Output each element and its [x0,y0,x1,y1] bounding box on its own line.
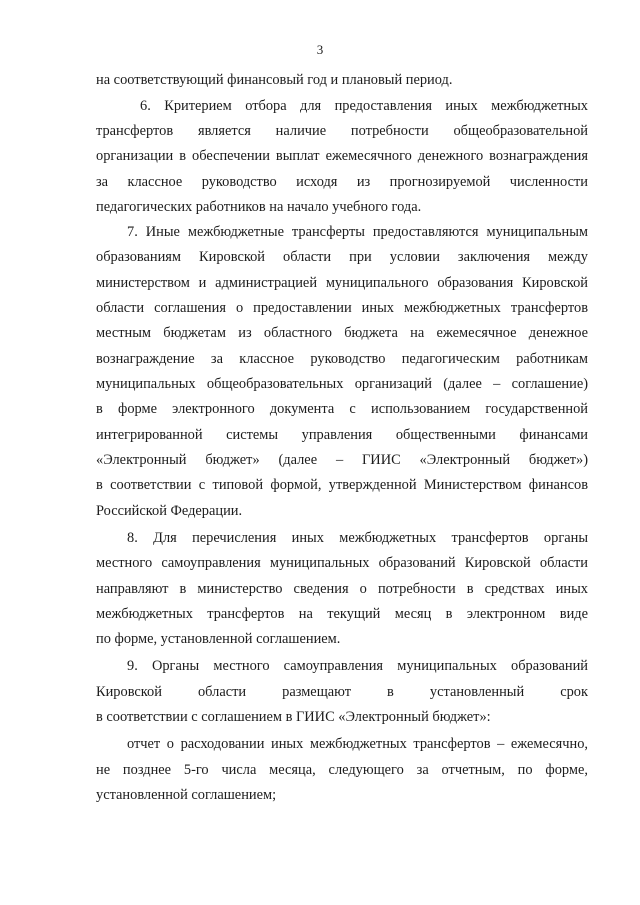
text-line: 8. Для перечисления иных межбюджетных трансфертов органы [127,530,588,546]
text-line: в форме электронного документа с использованием государственной [96,401,588,417]
text-line: не позднее 5-го числа месяца, следующего за отчетным, по форме, [96,762,588,778]
text-line: «Электронный бюджет» (далее – ГИИС «Электронный бюджет») [96,452,588,468]
text-line: педагогических работников на начало учебного года. [96,199,422,215]
text-line: в соответствии с типовой формой, утвержденной Министерством финансов [96,477,588,493]
text-line: 6. Критерием отбора для предоставления иных межбюджетных [140,98,588,114]
text-line: Кировской области размещают в установленный срок [96,684,588,700]
text-line: Российской Федерации. [96,503,243,519]
text-line: трансфертов является наличие потребности общеобразовательной [96,123,588,139]
text-line: муниципальных общеобразовательных организаций (далее – соглашение) [96,376,588,392]
text-line: в соответствии с соглашением в ГИИС «Электронный бюджет»: [96,709,491,725]
text-line: по форме, установленной соглашением. [96,631,341,647]
text-line: министерством и администрацией муниципального образования Кировской [96,275,588,291]
text-line: интегрированной системы управления общественными финансами [96,427,588,443]
text-line: 9. Органы местного самоуправления муниципальных образований [127,658,588,674]
text-line: области соглашения о предоставлении иных межбюджетных трансфертов [96,300,588,316]
page-number: 3 [316,42,324,57]
text-line: образованиям Кировской области при условии заключения между [96,249,588,265]
text-line: установленной соглашением; [96,787,277,803]
text-line: местного самоуправления муниципальных образований Кировской области [96,555,588,571]
text-line: за классное руководство исходя из прогнозируемой численности [96,174,588,190]
text-line: отчет о расходовании иных межбюджетных трансфертов – ежемесячно, [127,736,588,752]
text-line: вознаграждение за классное руководство педагогическим работникам [96,351,588,367]
text-line: межбюджетных трансфертов на текущий месяц в электронном виде [96,606,588,622]
text-line: организации в обеспечении выплат ежемесячного денежного вознаграждения [96,148,588,164]
text-line: на соответствующий финансовый год и плановый период. [96,72,453,88]
text-line: местным бюджетам из областного бюджета на ежемесячное денежное [96,325,588,341]
text-line: 7. Иные межбюджетные трансферты предоставляются муниципальным [127,224,588,240]
text-line: направляют в министерство сведения о потребности в средствах иных [96,581,588,597]
